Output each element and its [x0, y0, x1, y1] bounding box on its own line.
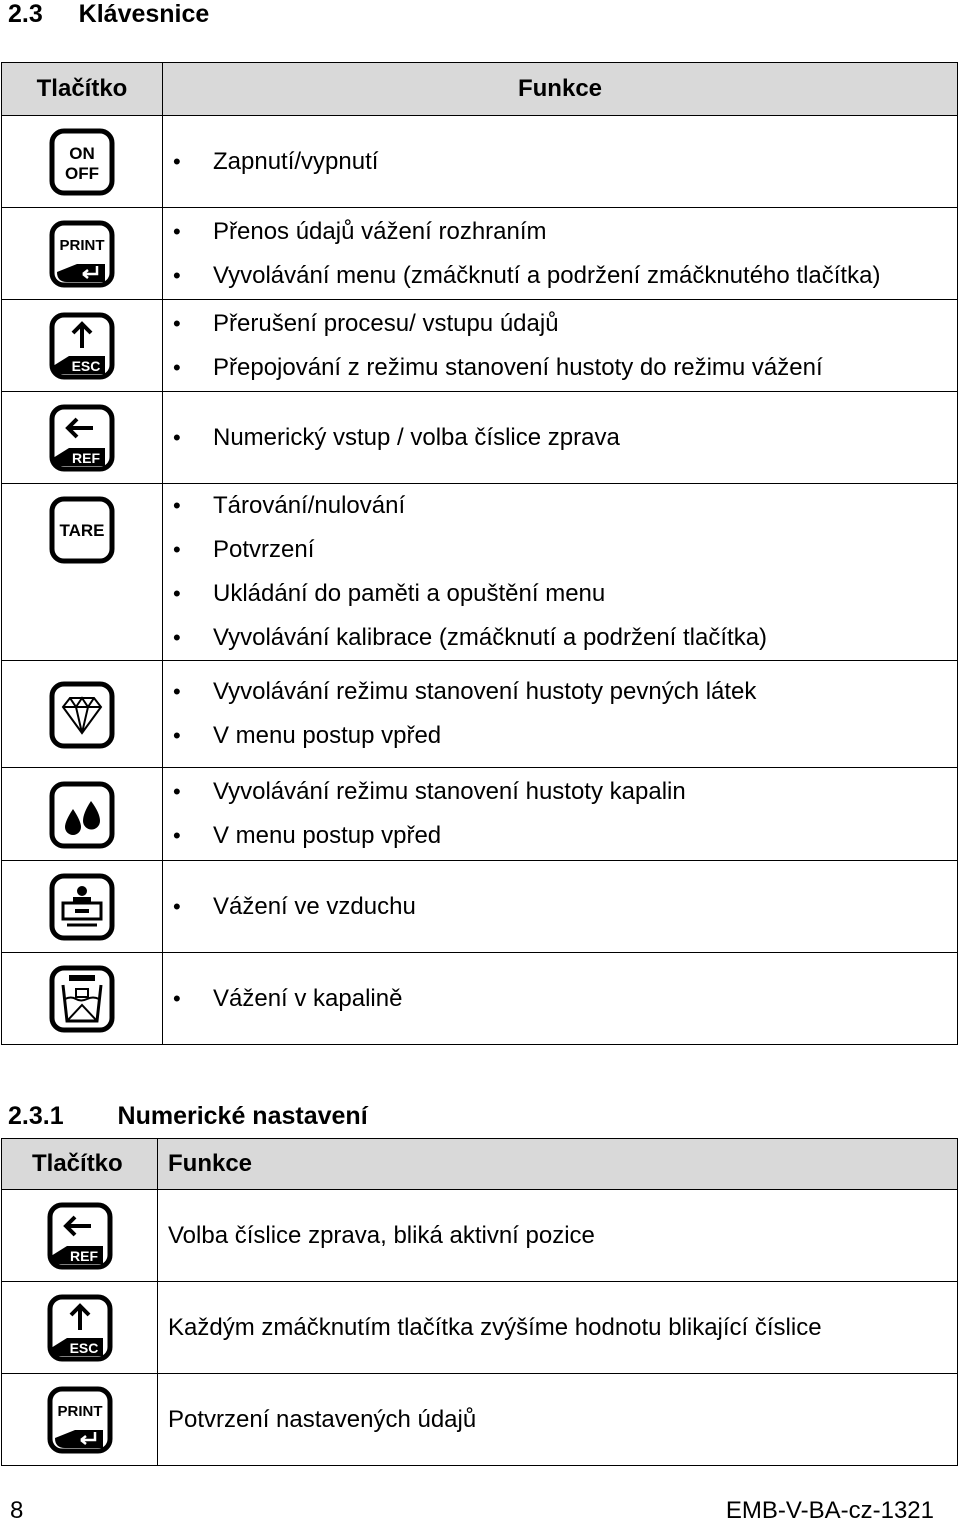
section-title: Klávesnice — [78, 0, 210, 28]
table-row — [2, 116, 958, 208]
esc-key-icon — [47, 1294, 113, 1362]
function-item: • Tárování/nulování — [213, 484, 957, 528]
table-row — [2, 661, 958, 768]
function-text: Každým zmáčknutím tlačítka zvýšíme hodnotu blikající číslice — [158, 1282, 958, 1374]
table-row — [2, 1282, 958, 1374]
function-item: • V menu postup vpřed — [213, 814, 957, 858]
drops-key-icon — [49, 781, 115, 849]
numeric-keys-table — [1, 1138, 958, 1466]
function-item: • Vyvolávání režimu stanovení hustoty pevných látek — [213, 670, 957, 714]
header-function: Funkce — [158, 1139, 958, 1190]
print-key-icon — [47, 1386, 113, 1454]
function-item: • Vyvolávání menu (zmáčknutí a podržení zmáčknutého tlačítka) — [213, 254, 957, 298]
diamond-key-icon — [49, 681, 115, 749]
keys-table — [1, 62, 958, 1045]
air-weighing-key-icon — [49, 873, 115, 941]
subsection-heading — [8, 1102, 368, 1131]
function-item: • V menu postup vpřed — [213, 714, 957, 758]
svg-text:OFF: OFF — [65, 164, 99, 183]
subsection-number: 2.3.1 — [8, 1102, 64, 1130]
function-item: • Zapnutí/vypnutí — [213, 140, 957, 184]
svg-text:PRINT: PRINT — [59, 237, 105, 254]
header-function: Funkce — [163, 63, 958, 116]
table-row — [2, 768, 958, 861]
svg-text:ESC: ESC — [71, 358, 101, 374]
ref-key-icon — [47, 1202, 113, 1270]
table-row — [2, 861, 958, 953]
function-item: • Vážení ve vzduchu — [213, 885, 957, 929]
esc-key-icon — [49, 312, 115, 380]
section-heading — [8, 0, 209, 29]
function-item: • Numerický vstup / volba číslice zprava — [213, 416, 957, 460]
function-item: • Přepojování z režimu stanovení hustoty do režimu vážení — [213, 346, 957, 390]
on-off-key-icon — [49, 128, 115, 196]
table-row — [2, 1190, 958, 1282]
page-number: 8 — [10, 1497, 24, 1524]
print-key-icon — [49, 220, 115, 288]
function-item: • Vážení v kapalině — [213, 977, 957, 1021]
ref-key-icon — [49, 404, 115, 472]
function-text: Potvrzení nastavených údajů — [158, 1374, 958, 1466]
svg-text:TARE: TARE — [59, 521, 105, 540]
section-number: 2.3 — [8, 0, 43, 28]
table-row — [2, 300, 958, 392]
document-id: EMB-V-BA-cz-1321 — [725, 1497, 934, 1524]
liquid-weighing-key-icon — [49, 965, 115, 1033]
header-key: Tlačítko — [2, 63, 163, 116]
svg-text:ESC: ESC — [69, 1339, 98, 1356]
svg-text:REF: REF — [72, 450, 100, 466]
function-item: • Ukládání do paměti a opuštění menu — [213, 572, 957, 616]
table-row — [2, 484, 958, 661]
tare-key-icon — [49, 496, 115, 564]
header-key: Tlačítko — [2, 1139, 158, 1190]
function-item: • Přenos údajů vážení rozhraním — [213, 210, 957, 254]
function-item: • Potvrzení — [213, 528, 957, 572]
svg-text:REF: REF — [69, 1247, 98, 1264]
table-row — [2, 208, 958, 300]
function-text: Volba číslice zprava, bliká aktivní pozice — [158, 1190, 958, 1282]
function-item: • Vyvolávání kalibrace (zmáčknutí a podržení tlačítka) — [213, 616, 957, 660]
function-item: • Přerušení procesu/ vstupu údajů — [213, 302, 957, 346]
function-item: • Vyvolávání režimu stanovení hustoty kapalin — [213, 770, 957, 814]
subsection-title: Numerické nastavení — [117, 1102, 368, 1130]
svg-text:ON: ON — [69, 144, 95, 163]
table-row — [2, 392, 958, 484]
table-row — [2, 953, 958, 1045]
table-row — [2, 1374, 958, 1466]
svg-text:PRINT: PRINT — [57, 1402, 102, 1420]
